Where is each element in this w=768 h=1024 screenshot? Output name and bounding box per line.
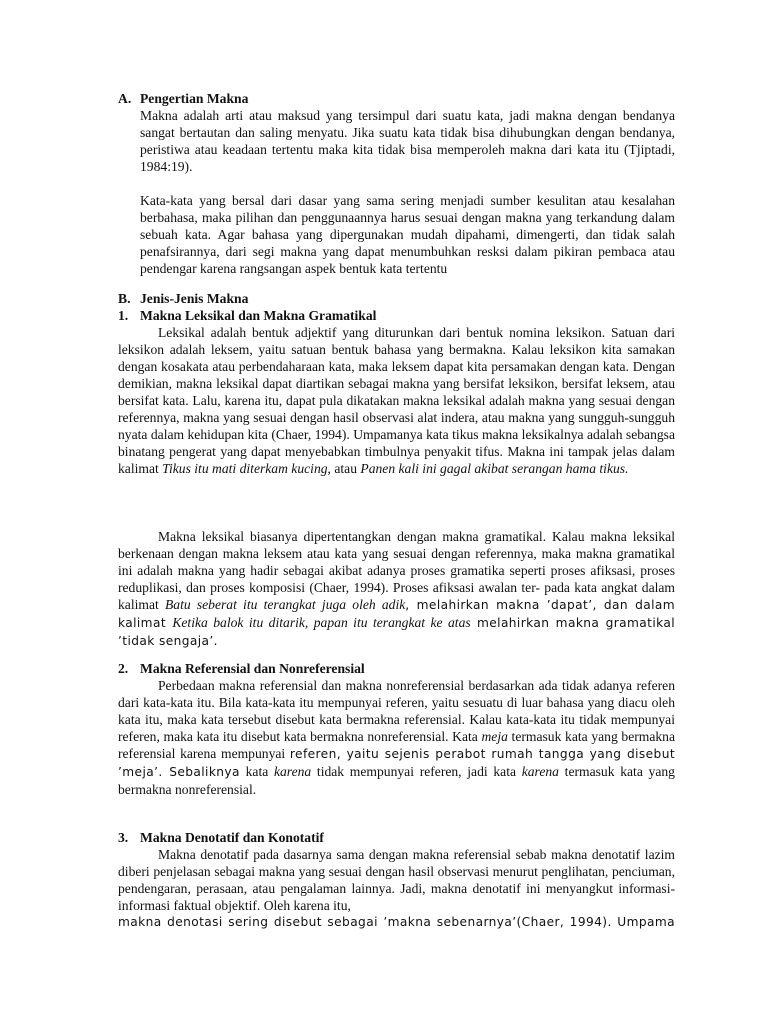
sub2-example-karena-2: karena xyxy=(521,764,559,779)
sub1-heading: Makna Leksikal dan Makna Gramatikal xyxy=(140,308,377,323)
sub1-marker: 1. xyxy=(118,308,129,323)
section-a-marker: A. xyxy=(118,91,132,106)
sub2-example-meja: meja xyxy=(481,729,508,744)
sub2-text-4: kata xyxy=(239,764,274,779)
sub1-para1-example-1: Tikus itu mati diterkam kucing xyxy=(162,461,328,476)
section-a-paragraph-2 xyxy=(140,192,675,277)
sub1-para2-ending: melahirkan makna gramatikal ’tidak sengaja’. xyxy=(118,616,676,648)
sub3-text-2: makna denotasi sering disebut sebagai ’makna sebenarnya’(Chaer, 1994). Umpama xyxy=(118,915,675,929)
sub3-text-1: Makna denotatif pada dasarnya sama dengan makna referensial sebab makna denotatif lazim diberi penjelasan sebagai makna yang sesuai dengan hasil observasi menurut penglihatan, penciuman, pendengaran, perasaan, atau pengalaman lainnya. Jadi, makna denotatif ini menyangkut informasi-informasi faktual objektif. Oleh karena itu, xyxy=(118,847,675,913)
sub3-heading: Makna Denotatif dan Konotatif xyxy=(140,830,324,845)
section-b-marker: B. xyxy=(118,291,131,306)
sub2-text-2: termasuk kata yang bermakna referensial karena mempunyai xyxy=(118,729,675,761)
sub1-para2-connector: , melahirkan makna ’dapat’, dan dalam kalimat xyxy=(118,598,675,630)
sub2-marker: 2. xyxy=(118,661,129,676)
sub1-para1-text: Leksikal adalah bentuk adjektif yang diturunkan dari bentuk nomina leksikon. Satuan dari leksikon adalah leksem, yaitu satuan bentuk bahasa yang bermakna. Kalau leksikon kita samakan dengan kosakata atau perbendaharaan kata, maka leksem dapat kita persamakan dengan kata. Dengan demikian, makna leksikal dapat diartikan sebagai makna yang bersifat leksikon, bersifat leksem, atau bersifat kata. Lalu, karena itu, dapat pula dikatakan makna leksikal adalah makna yang sesuai dengan referennya, makna yang sesuai dengan hasil observasi alat indera, atau makna yang sungguh-sungguh nyata dalam kehidupan kita (Chaer, 1994). Umpamanya kata tikus makna leksikalnya adalah sebangsa binatang pengerat yang dapat menyebabkan timbulnya penyakit tifus. Makna ini tampak jelas dalam kalimat xyxy=(118,325,675,476)
sub3-paragraph xyxy=(118,846,675,931)
sub1-para1-example-2: Panen kali ini gagal akibat serangan hama tikus. xyxy=(360,461,629,476)
section-a-para1-text: Makna adalah arti atau maksud yang tersimpul dari suatu kata, jadi makna dengan bendanya sangat bertautan dan saling menyatu. Jika suatu kata tidak bisa dihubungkan dengan bendanya, peristiwa atau keadaan tertentu maka kita tidak bisa memperoleh makna dari kata itu (Tjiptadi, 1984:19). xyxy=(140,108,675,174)
sub1-para2-text: Makna leksikal biasanya dipertentangkan dengan makna gramatikal. Kalau makna leksikal berkenaan dengan makna leksem atau kata yang sesuai dengan referennya, maka makna gramatikal ini adalah makna yang hadir sebagai akibat adanya proses gramatika seperti proses afiksasi, proses reduplikasi, dan proses komposisi (Chaer, 1994). Proses afiksasi awalan ter- pada kata angkat dalam kalimat xyxy=(118,529,675,612)
sub1-para1-connector: , atau xyxy=(327,461,361,476)
section-b-heading: Jenis-Jenis Makna xyxy=(140,291,249,306)
sub1-paragraph-2 xyxy=(118,528,675,650)
sub1-para2-example-2: Ketika balok itu ditarik, papan itu terangkat ke atas xyxy=(172,615,471,630)
sub2-example-karena-1: karena xyxy=(273,764,312,779)
sub1-paragraph-1 xyxy=(118,324,675,477)
sub3-marker: 3. xyxy=(118,830,129,845)
sub2-paragraph xyxy=(118,677,675,798)
sub2-text-6: termasuk kata yang bermakna nonreferensial. xyxy=(118,764,675,797)
section-a-heading: Pengertian Makna xyxy=(140,91,249,106)
section-a-para2-text: Kata-kata yang bersal dari dasar yang sama sering menjadi sumber kesulitan atau kesalahan berbahasa, maka pilihan dan penggunaannya harus sesuai dengan makna yang terkandung dalam sebuah kata. Agar bahasa yang dipergunakan mudah dipahami, dimengerti, dan tidak salah penafsirannya, dari segi makna yang dapat menumbuhkan resksi dalam pikiran pembaca atau pendengar karena rangsangan aspek bentuk kata tertentu xyxy=(140,193,675,276)
sub2-text-5: tidak mempunyai referen, jadi kata xyxy=(311,764,522,779)
sub2-text-1: Perbedaan makna referensial dan makna nonreferensial berdasarkan ada tidak adanya referen dari kata-kata itu. Bila kata-kata itu mempunyai referen, yaitu sesuatu di luar bahasa yang diacu oleh kata itu, maka kata tersebut disebut kata bermakna referensial. Kalau kata-kata itu tidak mempunyai referen, maka kata itu disebut kata bermakna nonreferensial. Kata xyxy=(118,678,675,744)
section-a-paragraph-1 xyxy=(140,107,675,175)
sub1-para2-example-1: Batu seberat itu terangkat juga oleh adik xyxy=(164,597,406,612)
sub2-heading: Makna Referensial dan Nonreferensial xyxy=(140,661,365,676)
sub2-text-3: referen, yaitu sejenis perabot rumah tangga yang disebut ’meja’. Sebaliknya xyxy=(118,747,676,779)
